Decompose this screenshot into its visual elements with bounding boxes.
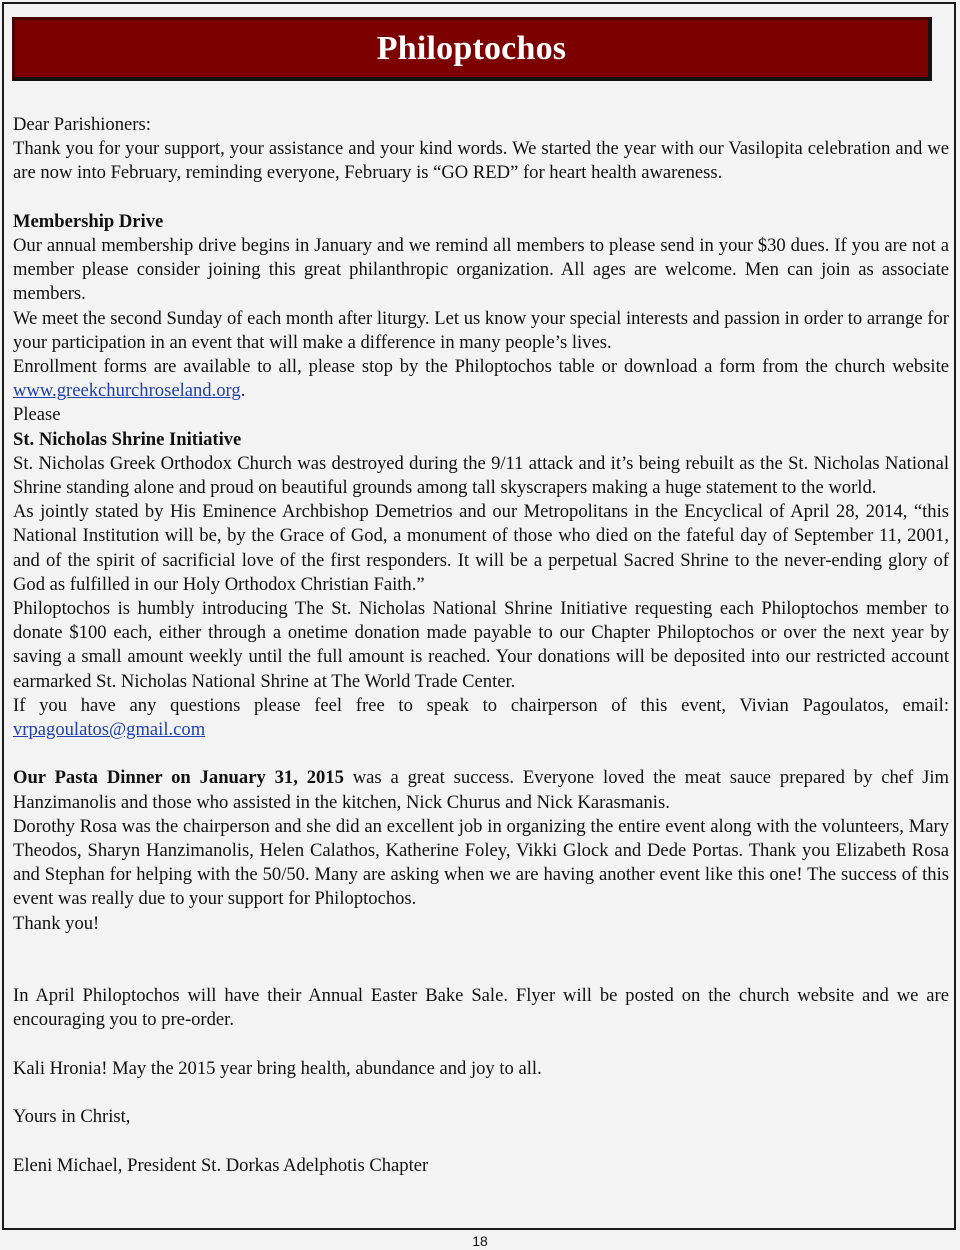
signature-line: Eleni Michael, President St. Dorkas Adelphotis Chapter <box>13 1154 429 1176</box>
page-title: Philoptochos <box>376 29 567 67</box>
letter-body <box>13 113 949 1178</box>
thank-you-line: Thank you! <box>13 912 100 934</box>
church-website-link[interactable]: www.greekchurchroseland.org <box>13 380 241 402</box>
pasta-paragraph-volunteers: Dorothy Rosa was the chairperson and she did an excellent job in organizing the entire event along with the volunteers, Mary Theodos, Sharyn Hanzimanolis, Helen Calathos, Katherine Foley, Vikki Glock and Dede Portas. Thank you Elizabeth Rosa and Stephan for helping with the 50/50. Many are asking when we are having another event like this one! The success of this event was really due to your support for Philoptochos. <box>13 815 949 910</box>
intro-paragraph: Thank you for your support, your assistance and your kind words. We started the year with our Vasilopita celebration and we are now into February, reminding everyone, February is “GO RED” for heart health awareness. <box>13 138 949 184</box>
pasta-paragraph-success: Our Pasta Dinner on January 31, 2015 was a great success. Everyone loved the meat sauce prepared by chef Jim Hanzimanolis and those who assisted in the kitchen, Nick Churus and Nick Karasmanis. <box>13 767 949 813</box>
membership-heading: Membership Drive <box>13 210 164 232</box>
greeting: Dear Parishioners: <box>13 114 151 135</box>
shrine-paragraph-encyclical: As jointly stated by His Eminence Archbishop Demetrios and our Metropolitans in the Encyclical of April 28, 2014, “this National Institution will be, by the Grace of God, a monument of those who died on the fateful day of September 11, 2001, and of the spirit of sacrificial love of the first responders. It will be a perpetual Sacred Shrine to the never-ending glory of God as fulfilled in our Holy Orthodox Christian Faith.” <box>13 501 949 595</box>
shrine-paragraph-contact: If you have any questions please feel free to speak to chairperson of this event, Vivian Pagoulatos, email: vrpagoulatos@gmail.com <box>13 694 949 741</box>
membership-paragraph-dues: Our annual membership drive begins in January and we remind all members to please send in your $30 dues. If you are not a member please consider joining this great philanthropic organization. All ages are welcome. Men can join as associate members. <box>13 235 949 305</box>
membership-paragraph-enrollment: Enrollment forms are available to all, please stop by the Philoptochos table or download a form from the church website www.greekchurchroseland.org. <box>13 356 949 402</box>
please-line: Please <box>13 404 61 426</box>
page-number: 18 <box>472 1233 488 1249</box>
closing-line: Yours in Christ, <box>13 1106 131 1128</box>
easter-paragraph: In April Philoptochos will have their Annual Easter Bake Sale. Flyer will be posted on the church website and we are encouraging you to pre-order. <box>13 985 949 1031</box>
wishes-line: Kali Hronia! May the 2015 year bring health, abundance and joy to all. <box>13 1057 542 1079</box>
membership-paragraph-meetings: We meet the second Sunday of each month after liturgy. Let us know your special interests and passion in order to arrange for your participation in an event that will make a difference in many people’s lives. <box>13 307 949 353</box>
shrine-paragraph-history: St. Nicholas Greek Orthodox Church was destroyed during the 9/11 attack and it’s being rebuilt as the St. Nicholas National Shrine standing alone and proud on beautiful grounds among tall skyscrapers making a huge statement to the world. <box>13 452 949 499</box>
title-banner <box>12 17 932 81</box>
shrine-paragraph-donation: Philoptochos is humbly introducing The St. Nicholas National Shrine Initiative requesting each Philoptochos member to donate $100 each, either through a onetime donation made payable to our Chapter Philoptochos or over the next year by saving a small amount weekly until the full amount is reached. Your donations will be deposited into our restricted account earmarked St. Nicholas National Shrine at The World Trade Center. <box>13 598 949 692</box>
shrine-heading: St. Nicholas Shrine Initiative <box>13 428 242 450</box>
pasta-heading: Our Pasta Dinner on January 31, 2015 <box>13 767 344 789</box>
email-link[interactable]: vrpagoulatos@gmail.com <box>13 719 206 741</box>
